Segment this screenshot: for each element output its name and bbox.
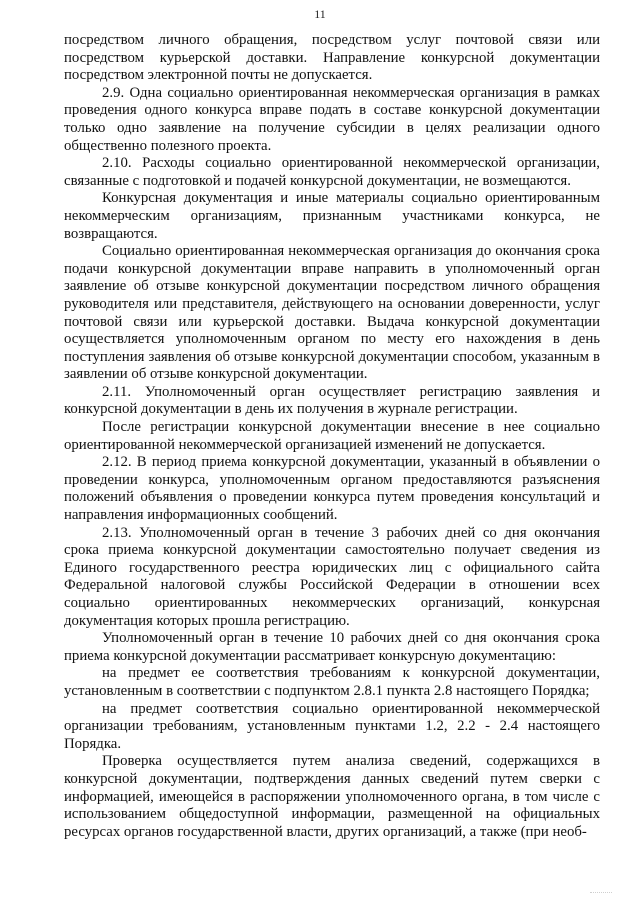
page-number: 11 (314, 7, 326, 21)
paragraph-continued: посредством личного обращения, посредством услуг почтовой связи или посредством курьерской доставки. Направление конкурсной документации посредством электронной почты не допускается. (64, 32, 600, 84)
paragraph-verification: Проверка осуществляется путем анализа сведений, содержащихся в конкурсной документации, подтверждения данных сведений путем сверки с информацией, имеющейся в распоряжении уполномоченного органа, в том числе с использованием общедоступной информации, размещенной на официальных ресурсах органов государственной власти, других организаций, а также (при необ- (64, 753, 600, 840)
document-body (64, 32, 600, 841)
paragraph-2-12: 2.12. В период приема конкурсной документации, указанный в объявлении о проведении конкурса, уполномоченным органом предоставляются разъяснения положений объявления о проведении конкурса путем проведения консультаций и направления информационных сообщений. (64, 454, 600, 524)
paragraph-2-9: 2.9. Одна социально ориентированная некоммерческая организация в рамках проведения одного конкурса вправе подать в составе конкурсной документации только одно заявление на получение субсидии в целях реализации одного общественно полезного проекта. (64, 84, 600, 154)
paragraph-review-item-2: на предмет соответствия социально ориентированной некоммерческой организации требованиям, установленным пунктами 1.2, 2.2 - 2.4 настоящего Порядка. (64, 700, 600, 752)
paragraph-2-13: 2.13. Уполномоченный орган в течение 3 рабочих дней со дня окончания срока приема конкурсной документации самостоятельно получает сведения из Единого государственного реестра юридических лиц с официального сайта Федеральной налоговой службы Российской Федерации в отношении всех социально ориентированных некоммерческих организаций, конкурсная документация которых прошла регистрацию. (64, 524, 600, 629)
paragraph-review-item-1: на предмет ее соответствия требованиям к конкурсной документации, установленным в соответствии с подпунктом 2.8.1 пункта 2.8 настоящего Порядка; (64, 665, 600, 699)
paragraph-withdrawal: Социально ориентированная некоммерческая организация до окончания срока подачи конкурсной документации вправе направить в уполномоченный орган заявление об отзыве конкурсной документации посредством личного обращения руководителя или представителя, действующего на основании доверенности, услуг почтовой связи или курьерской доставки. Выдача конкурсной документации осуществляется уполномоченным органом по месту его нахождения в день поступления заявления об отзыве конкурсной документации способом, указанным в заявлении об отзыве конкурсной документации. (64, 243, 600, 383)
paragraph-materials-not-returned: Конкурсная документация и иные материалы социально ориентированным некоммерческим организациям, признанным участниками конкурса, не возвращаются. (64, 190, 600, 242)
paragraph-2-10: 2.10. Расходы социально ориентированной некоммерческой организации, связанные с подготовкой и подачей конкурсной документации, не возмещаются. (64, 155, 600, 189)
paragraph-2-11: 2.11. Уполномоченный орган осуществляет регистрацию заявления и конкурсной документации в день их получения в журнале регистрации. (64, 383, 600, 418)
paragraph-no-changes: После регистрации конкурсной документации внесение в нее социально ориентированной некоммерческой организацией изменений не допускается. (64, 419, 600, 453)
scan-mark (590, 892, 612, 895)
paragraph-review: Уполномоченный орган в течение 10 рабочих дней со дня окончания срока приема конкурсной документации рассматривает конкурсную документацию: (64, 630, 600, 664)
